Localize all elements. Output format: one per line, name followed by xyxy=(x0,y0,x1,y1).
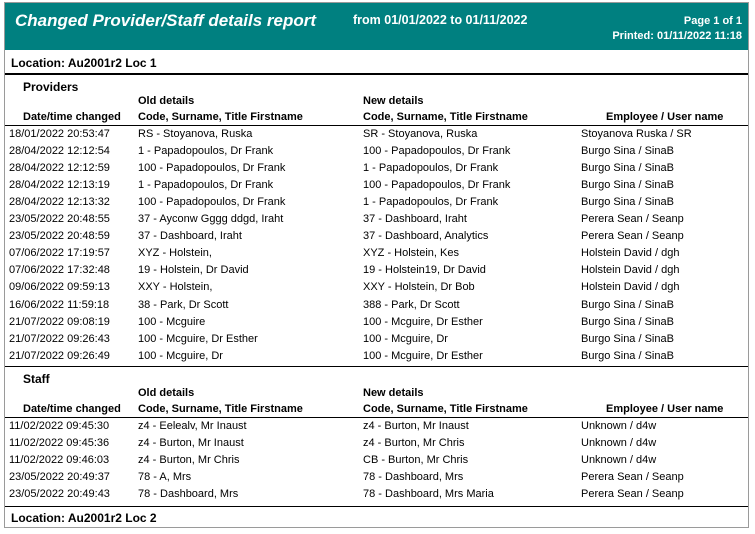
date-range: from 01/01/2022 to 01/11/2022 xyxy=(353,13,528,27)
date-cell: 23/05/2022 20:48:55 xyxy=(9,213,110,226)
table-row xyxy=(5,128,748,145)
date-cell: 23/05/2022 20:49:43 xyxy=(9,488,110,500)
old-details-cell: XYZ - Holstein, xyxy=(138,247,212,260)
user-cell: Unknown / d4w xyxy=(581,454,657,466)
user-cell: Holstein David / dgh xyxy=(581,264,680,277)
old-details-cell: RS - Stoyanova, Ruska xyxy=(138,128,253,140)
old-details-cell: 1 - Papadopoulos, Dr Frank xyxy=(138,145,274,158)
page-number: Page 1 of 1 xyxy=(683,15,742,27)
old-details-cell: 78 - Dashboard, Mrs xyxy=(138,488,239,500)
new-details-cell: 388 - Park, Dr Scott xyxy=(363,298,460,311)
old-details-cell: 100 - Mcguire, Dr Esther xyxy=(138,332,258,345)
staff-section-title: Staff xyxy=(23,372,50,386)
new-details-cell: CB - Burton, Mr Chris xyxy=(363,454,469,466)
date-cell: 07/06/2022 17:32:48 xyxy=(9,264,110,277)
old-details-header: Old details xyxy=(138,95,195,107)
printed-timestamp: Printed: 01/11/2022 11:18 xyxy=(612,30,742,42)
staff-old-column-header: Code, Surname, Title Firstname xyxy=(138,403,303,415)
staff-new-details-header: New details xyxy=(363,387,424,399)
new-details-cell: 100 - Mcguire, Dr Esther xyxy=(363,315,483,328)
table-row xyxy=(5,145,748,162)
providers-section-title: Providers xyxy=(23,80,79,94)
staff-old-details-header: Old details xyxy=(138,387,195,399)
new-details-cell: XXY - Holstein, Dr Bob xyxy=(363,281,475,294)
table-row xyxy=(5,488,748,505)
table-row xyxy=(5,299,748,316)
providers-header-divider xyxy=(5,125,748,126)
table-row xyxy=(5,281,748,298)
old-details-cell: 100 - Papadopoulos, Dr Frank xyxy=(138,196,286,209)
user-cell: Burgo Sina / SinaB xyxy=(581,332,674,345)
date-cell: 09/06/2022 09:59:13 xyxy=(9,281,110,294)
date-cell: 28/04/2022 12:12:54 xyxy=(9,145,110,158)
user-cell: Stoyanova Ruska / SR xyxy=(581,128,692,140)
user-column-header: Employee / User name xyxy=(606,111,724,123)
old-details-cell: 1 - Papadopoulos, Dr Frank xyxy=(138,179,274,192)
user-cell: Burgo Sina / SinaB xyxy=(581,179,674,192)
old-column-header: Code, Surname, Title Firstname xyxy=(138,111,303,123)
date-cell: 07/06/2022 17:19:57 xyxy=(9,247,110,260)
user-cell: Burgo Sina / SinaB xyxy=(581,145,674,158)
new-details-cell: 19 - Holstein19, Dr David xyxy=(363,264,486,277)
new-details-cell: SR - Stoyanova, Ruska xyxy=(363,128,478,140)
old-details-cell: 100 - Mcguire, Dr xyxy=(138,349,223,362)
old-details-cell: 37 - Dashboard, Iraht xyxy=(138,230,242,243)
old-details-cell: 38 - Park, Dr Scott xyxy=(138,298,229,311)
table-row xyxy=(5,316,748,333)
date-cell: 16/06/2022 11:59:18 xyxy=(9,298,110,311)
old-details-cell: 37 - Ayconw Gggg ddgd, Iraht xyxy=(138,213,284,226)
date-cell: 18/01/2022 20:53:47 xyxy=(9,128,110,140)
date-cell: 23/05/2022 20:49:37 xyxy=(9,471,110,483)
location-heading: Location: Au2001r2 Loc 1 xyxy=(11,56,157,70)
new-details-cell: 100 - Papadopoulos, Dr Frank xyxy=(363,145,511,158)
table-row xyxy=(5,264,748,281)
user-cell: Holstein David / dgh xyxy=(581,281,680,294)
old-details-cell: z4 - Eelealv, Mr Inaust xyxy=(138,420,247,432)
old-details-cell: z4 - Burton, Mr Inaust xyxy=(138,437,244,449)
report-header xyxy=(5,3,748,50)
old-details-cell: 100 - Mcguire xyxy=(138,315,206,328)
table-row xyxy=(5,247,748,264)
date-cell: 21/07/2022 09:26:43 xyxy=(9,332,110,345)
date-cell: 11/02/2022 09:45:36 xyxy=(9,437,110,449)
new-details-cell: 37 - Dashboard, Iraht xyxy=(363,213,467,226)
user-cell: Burgo Sina / SinaB xyxy=(581,162,674,175)
new-details-header: New details xyxy=(363,95,424,107)
old-details-cell: XXY - Holstein, xyxy=(138,281,213,294)
table-row xyxy=(5,437,748,454)
user-cell: Unknown / d4w xyxy=(581,420,657,432)
report-title: Changed Provider/Staff details report xyxy=(15,11,317,30)
staff-date-column-header: Date/time changed xyxy=(23,403,121,415)
new-details-cell: 1 - Papadopoulos, Dr Frank xyxy=(363,162,499,175)
table-row xyxy=(5,230,748,247)
date-cell: 21/07/2022 09:08:19 xyxy=(9,315,110,328)
new-details-cell: z4 - Burton, Mr Inaust xyxy=(363,420,469,432)
table-row xyxy=(5,179,748,196)
user-cell: Burgo Sina / SinaB xyxy=(581,315,674,328)
old-details-cell: 19 - Holstein, Dr David xyxy=(138,264,249,277)
new-details-cell: XYZ - Holstein, Kes xyxy=(363,247,459,260)
table-row xyxy=(5,213,748,230)
table-row xyxy=(5,420,748,437)
date-cell: 23/05/2022 20:48:59 xyxy=(9,230,110,243)
table-row xyxy=(5,471,748,488)
new-details-cell: z4 - Burton, Mr Chris xyxy=(363,437,465,449)
new-details-cell: 100 - Mcguire, Dr Esther xyxy=(363,349,483,362)
date-cell: 11/02/2022 09:45:30 xyxy=(9,420,110,432)
new-details-cell: 100 - Mcguire, Dr xyxy=(363,332,448,345)
user-cell: Burgo Sina / SinaB xyxy=(581,196,674,209)
user-cell: Burgo Sina / SinaB xyxy=(581,349,674,362)
date-cell: 21/07/2022 09:26:49 xyxy=(9,349,110,362)
location-heading-2: Location: Au2001r2 Loc 2 xyxy=(11,511,157,525)
new-details-cell: 1 - Papadopoulos, Dr Frank xyxy=(363,196,499,209)
table-row xyxy=(5,333,748,350)
date-cell: 28/04/2022 12:12:59 xyxy=(9,162,110,175)
new-details-cell: 100 - Papadopoulos, Dr Frank xyxy=(363,179,511,192)
table-row xyxy=(5,162,748,179)
report-page xyxy=(4,2,749,528)
user-cell: Unknown / d4w xyxy=(581,437,657,449)
user-cell: Burgo Sina / SinaB xyxy=(581,298,674,311)
new-column-header: Code, Surname, Title Firstname xyxy=(363,111,528,123)
new-details-cell: 37 - Dashboard, Analytics xyxy=(363,230,489,243)
old-details-cell: 100 - Papadopoulos, Dr Frank xyxy=(138,162,286,175)
user-cell: Perera Sean / Seanp xyxy=(581,471,684,483)
table-row xyxy=(5,454,748,471)
table-row xyxy=(5,350,748,367)
date-cell: 11/02/2022 09:46:03 xyxy=(9,454,110,466)
staff-divider xyxy=(5,366,748,367)
staff-new-column-header: Code, Surname, Title Firstname xyxy=(363,403,528,415)
staff-header-divider xyxy=(5,417,748,418)
date-cell: 28/04/2022 12:13:19 xyxy=(9,179,110,192)
new-details-cell: 78 - Dashboard, Mrs Maria xyxy=(363,488,494,500)
user-cell: Perera Sean / Seanp xyxy=(581,488,684,500)
table-row xyxy=(5,196,748,213)
location-divider xyxy=(5,73,748,75)
staff-user-column-header: Employee / User name xyxy=(606,403,724,415)
user-cell: Holstein David / dgh xyxy=(581,247,680,260)
user-cell: Perera Sean / Seanp xyxy=(581,230,684,243)
date-cell: 28/04/2022 12:13:32 xyxy=(9,196,110,209)
location2-divider xyxy=(5,506,748,507)
old-details-cell: 78 - A, Mrs xyxy=(138,471,192,483)
date-column-header: Date/time changed xyxy=(23,111,121,123)
old-details-cell: z4 - Burton, Mr Chris xyxy=(138,454,240,466)
user-cell: Perera Sean / Seanp xyxy=(581,213,684,226)
new-details-cell: 78 - Dashboard, Mrs xyxy=(363,471,464,483)
